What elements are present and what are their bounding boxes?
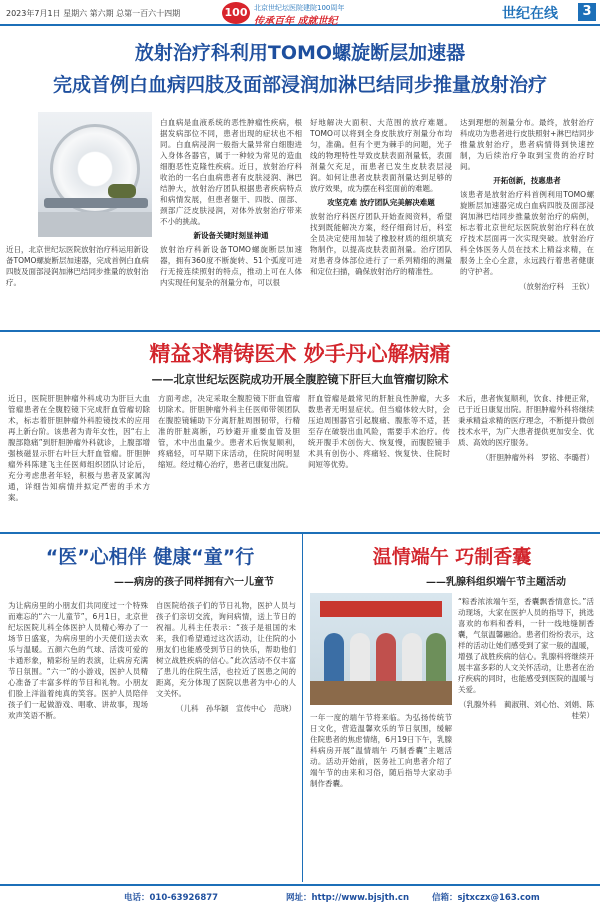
article-4-byline: （乳腺外科 蔺淑荆、刘心怡、刘娟、陈桂荣） bbox=[459, 700, 594, 720]
footer-phone: 电话：010-63926877 bbox=[124, 893, 219, 903]
article-3-column-1: 为让病房里的小朋友们共同度过一个特殊而难忘的“六一儿童节”，6月1日，北京世纪坛医院儿科全体医护人员精心筹办了一场节日盛宴，为病房里的小天使们送去欢乐与温暖。五颜六色的气球、活泼可爱的卡通形象，精彩纷呈的表演，让病房充满节日氛围。“六一”的小游戏，医护人员精心准备了丰富多样的节目和礼物。小朋友们脸上洋溢着纯真的笑容。医护人员陪伴孩子们一起做游戏、唱歌、讲故事，现场欢声笑语不断。 bbox=[8, 601, 148, 720]
treatment-couch bbox=[44, 198, 148, 208]
article-2-paragraph: 术后，患者恢复顺利，饮食、排便正常，已于近日康复出院。肝胆肿瘤外科将继续秉承精益求精的医疗理念，不断提升微创技术水平，为广大患者提供更加安全、优质、高效的医疗服务。 bbox=[458, 394, 594, 447]
article-1-column-1 bbox=[160, 117, 302, 325]
masthead bbox=[0, 0, 600, 26]
article-1-headline-line-2: 完成首例白血病四肢及面部浸润加淋巴结同步推量放射治疗 bbox=[52, 74, 547, 96]
article-1-byline: （放射治疗科 王钦） bbox=[519, 282, 594, 291]
article-2-column-3: 肝血管瘤是最常见的肝脏良性肿瘤，大多数患者无明显症状。但当瘤体较大时，会压迫周围器官引起腹痛、腹胀等不适，甚至存在破裂出血风险，需要手术治疗。传统开腹手术创伤大、恢复慢，而腹腔镜手术具有创伤小、疼痛轻、恢复快、住院时间短等优势。 bbox=[308, 394, 450, 469]
footer-email-link[interactable]: 信箱：sjtxczx@163.com bbox=[432, 893, 540, 903]
article-3-column-2 bbox=[156, 600, 296, 875]
logo-line-2: 传承百年 成就世纪 bbox=[254, 16, 338, 27]
article-2-headline: 精益求精铸医术 妙手丹心解病痛 bbox=[149, 342, 451, 366]
article-3-paragraph: 自医院给孩子们的节日礼物，医护人员与孩子们亲切交流，询问病情，送上节日的祝福。儿科主任表示：“孩子是祖国的未来，我们希望通过这次活动，让住院的小朋友们也能感受到节日的快乐，帮助他们树立战胜疾病的信心。”此次活动不仅丰富了患儿的住院生活，也拉近了医患之间的距离，充分体现了医院以患者为中心的人文关怀。 bbox=[156, 601, 296, 698]
tomo-machine-photo bbox=[38, 112, 152, 237]
participant-figure bbox=[350, 633, 370, 683]
article-1-paragraph: 好地解决大面积、大范围的放疗难题。TOMO可以将到全身皮肤放疗剂量分布均匀，准确。但有个更为棘手的问题，光子线的物理特性导致皮肤表面剂量低，表面剂量欠充足，而患者已发生皮肤表层浸润。如何让患者皮肤表面剂量达到足够的放疗效果，成为摆在科室面前的难题。 bbox=[310, 118, 452, 193]
article-3-headline: “医”心相伴 健康“童”行 bbox=[45, 546, 255, 568]
sachet-activity-photo bbox=[310, 593, 452, 705]
article-4-paragraph: “粽香浓浓端午至，香囊飘香情意长。”活动现场，大家在医护人员的指导下，挑选喜欢的布料和香料，一针一线地缝制香囊，气氛温馨融洽。患者们纷纷表示，这样的活动让她们感受到了家一般的温暖，增强了战胜疾病的信心。乳腺科将继续开展丰富多彩的人文关怀活动，让患者在治疗疾病的同时，也能感受到医院的温暖与关爱。 bbox=[458, 597, 594, 694]
article-1-paragraph: 该患者是放射治疗科首例利用TOMO螺旋断层加速器完成白血病四肢及面部浸润加淋巴结同步推量放射治疗的病例，标志着北京世纪坛医院放射治疗科在放疗技术层面再一次实现突破。放射治疗科全体医务人员在技术上精益求精，在服务上全心全意，永远践行着患者健康的守护者。 bbox=[460, 190, 594, 276]
article-2-column-2: 方面考虑，决定采取全腹腔镜下肝血管瘤切除术。肝胆肿瘤外科主任医师带领团队在腹腔镜辅助下分离肝脏周围韧带，行精准的肝脏离断，巧妙避开重要血管及胆管，术中出血量少。患者术后恢复顺利，疼痛轻，可早期下床活动，住院时间明显缩短。经过精心治疗，患者已康复出院。 bbox=[158, 394, 300, 469]
column-divider bbox=[302, 534, 303, 882]
article-3-subheadline: ——病房的孩子同样拥有六一儿童节 bbox=[114, 577, 274, 588]
participant-figure bbox=[426, 633, 446, 683]
participant-figure bbox=[402, 633, 422, 683]
logo-line-1: 北京世纪坛医院建院100周年 bbox=[254, 4, 345, 12]
article-1-subhead-2: 攻坚克难 放疗团队完美解决难题 bbox=[327, 198, 435, 207]
footer-website-link[interactable]: 网址：http://www.bjsjth.cn bbox=[286, 893, 410, 903]
article-1-column-2 bbox=[310, 117, 452, 325]
article-4-subheadline: ——乳腺科组织端午节主题活动 bbox=[426, 577, 566, 588]
participant-figure bbox=[324, 633, 344, 683]
article-4-headline: 温情端午 巧制香囊 bbox=[372, 546, 532, 568]
footer bbox=[0, 884, 600, 906]
article-1-subhead-3: 开拓创新，技惠患者 bbox=[493, 176, 561, 185]
participant-figure bbox=[376, 633, 396, 683]
patient-figure bbox=[108, 184, 136, 198]
centennial-logo-icon: 100 bbox=[222, 2, 250, 24]
article-2-byline: （肝胆肿瘤外科 罗铭、李璐哲） bbox=[481, 453, 594, 462]
article-2-column-4 bbox=[458, 393, 594, 527]
section-divider bbox=[0, 330, 600, 332]
activity-table bbox=[310, 681, 452, 705]
article-1-subhead-1: 新设备关键时刻显神通 bbox=[193, 231, 269, 240]
article-4-column-2 bbox=[458, 596, 594, 876]
article-1-paragraph: 达到理想的剂量分布。最终，放射治疗科成功为患者进行皮肤照射+淋巴结同步推量放射治疗，患者病情得到快速控制，为后续治疗争取到宝贵的治疗时间。 bbox=[460, 118, 594, 171]
article-1-column-3 bbox=[460, 117, 594, 325]
section-divider bbox=[0, 532, 600, 534]
section-name: 世纪在线 bbox=[502, 6, 558, 22]
article-1-paragraph: 白血病是血液系统的恶性肿瘤性疾病，根据发病部位不同，患者出现的症状也不相同。白血病浸润一般指大量异常白细胞进入身体各器官，属于一种较为常见的造血细胞恶性克隆性疾病。近日，放射治疗科收治的一名白血病患者有皮肤浸润、淋巴结肿大，放射治疗团队根据患者疾病特点和病情发展，但患者躯干、四肢、面部、颈部广泛皮肤浸润，对体外放射治疗带来不小的挑战。 bbox=[160, 118, 302, 226]
article-1-paragraph: 放射治疗科新设备TOMO螺旋断层加速器，拥有360度不断旋转、51个弧度可进行无接连续照射的特点，推动上可在人体内实现任何复杂的剂量分布，可以很 bbox=[160, 245, 302, 287]
event-banner bbox=[320, 601, 442, 617]
article-1-headline-line-1: 放射治疗科利用TOMO螺旋断层加速器 bbox=[134, 42, 466, 64]
article-2-column-1: 近日，医院肝胆肿瘤外科成功为肝巨大血管瘤患者在全腹腔镜下完成肝血管瘤切除术，标志着肝胆肿瘤外科腔镜技术的应用再上新台阶。该患者为青年女性，因“右上腹部隐痛”到肝胆肿瘤外科就诊，上腹部增强核磁显示肝右叶巨大肝血管瘤。肝胆肿瘤外科陈建飞主任医师组织团队讨论后，充分考虑患者年轻，积极与患者及家属沟通，详细告知病情并拟定严密的手术方案。 bbox=[8, 394, 150, 502]
issue-date: 2023年7月1日 星期六 第六期 总第一百六十四期 bbox=[6, 9, 181, 18]
photo-caption: 近日，北京世纪坛医院放射治疗科运用新设备TOMO螺旋断层加速器，完成首例白血病四肢及面部浸润加淋巴结同步推量的放射治疗。 bbox=[6, 245, 149, 287]
photo-floor bbox=[38, 212, 152, 237]
article-3-byline: （儿科 孙华颖 宣传中心 范晓） bbox=[176, 704, 296, 713]
article-2-subheadline: ——北京世纪坛医院成功开展全腹腔镜下肝巨大血管瘤切除术 bbox=[151, 373, 449, 386]
article-1-paragraph: 放射治疗科医疗团队开始查阅资料，希望找到既能解决方案，经仔细商讨后，科室全员决定使用加装了橡胶材质的组织填充物制作，以提高皮肤表面剂量。治疗团队对患者身体部位进行了一系列精细的测量和定位扫描，确保放射治疗的精准性。 bbox=[310, 212, 452, 276]
article-4-column-1: 一年一度的端午节将来临。为弘扬传统节日文化，营造温馨欢乐的节日氛围，缓解住院患者的焦虑情绪，6月19日下午，乳腺科病房开展“温情端午 巧制香囊”主题活动。活动开始前，医务社工向患者介绍了端午节的由来和习俗，随后指导大家动手制作香囊。 bbox=[310, 713, 452, 788]
page-number: 3 bbox=[578, 3, 596, 21]
centennial-logo bbox=[222, 2, 382, 27]
